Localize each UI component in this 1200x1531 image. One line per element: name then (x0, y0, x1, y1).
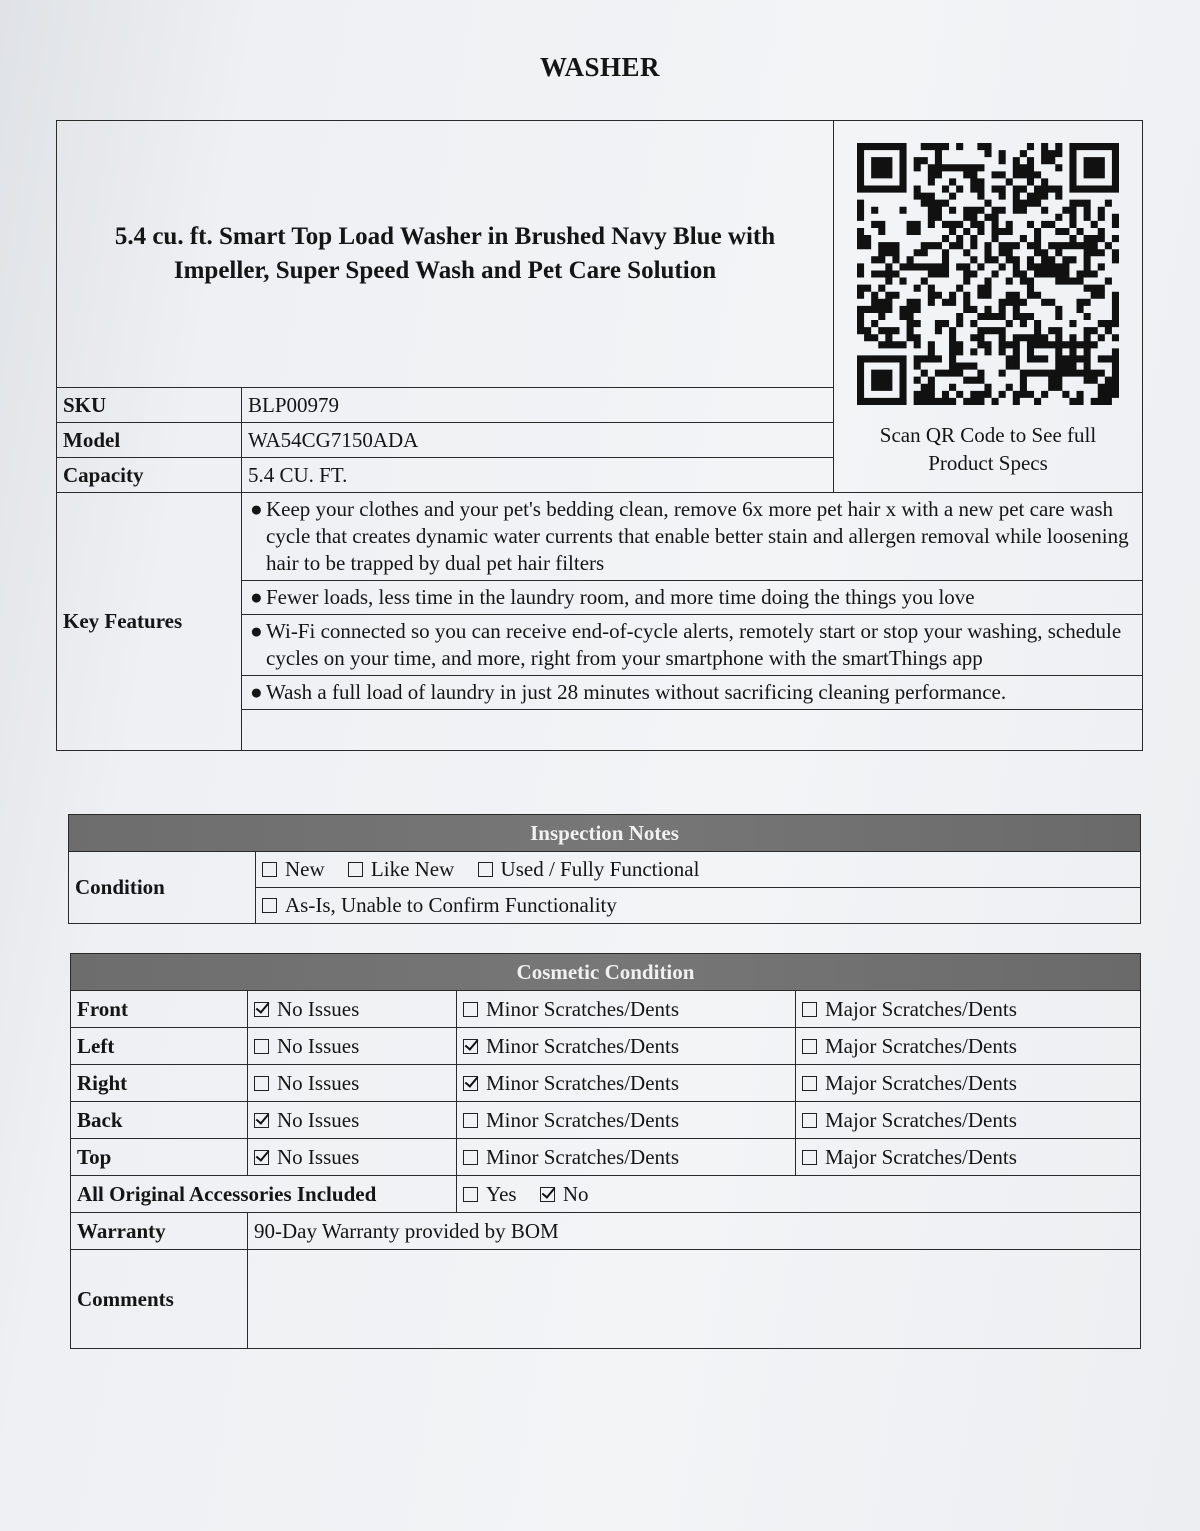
product-heading-line2: Impeller, Super Speed Wash and Pet Care Solution (173, 257, 717, 284)
cosmetic-row (71, 1028, 1141, 1065)
option-label: No (562, 1181, 589, 1206)
cosmetic-option[interactable] (457, 991, 796, 1028)
checkbox-icon[interactable] (802, 1150, 817, 1165)
option-label: Major Scratches/Dents (825, 1070, 1017, 1095)
checkbox-icon[interactable] (254, 1076, 269, 1091)
feature-item (242, 581, 1143, 615)
qr-cell (834, 121, 1143, 493)
option-label: Minor Scratches/Dents (486, 1070, 680, 1095)
checkbox-icon[interactable] (802, 1039, 817, 1054)
product-heading-line1: 5.4 cu. ft. Smart Top Load Washer in Brushed Navy Blue with (114, 223, 776, 250)
cosmetic-option[interactable] (796, 1028, 1141, 1065)
option-label: No Issues (277, 1144, 360, 1169)
bullet-icon: ● (250, 619, 263, 643)
cosmetic-option[interactable] (248, 1102, 457, 1139)
condition-options-row2 (256, 888, 1141, 924)
checkbox-icon[interactable] (478, 862, 493, 877)
spec-label: Capacity (57, 458, 242, 493)
checkbox-icon[interactable] (254, 1150, 269, 1165)
checkbox-icon[interactable] (463, 1150, 478, 1165)
checkbox-icon[interactable] (254, 1113, 269, 1128)
bullet-icon: ● (250, 585, 263, 609)
feature-text: Keep your clothes and your pet's bedding clean, remove 6x more pet hair x with a new pet care wash cycle that creates dynamic water currents that enable better stain and allergen removal while loosening hair to be trapped by dual pet hair filters (266, 497, 1129, 575)
option-label: Minor Scratches/Dents (486, 996, 680, 1021)
inspection-header: Inspection Notes (69, 815, 1141, 852)
condition-option-used[interactable] (478, 857, 700, 881)
checkbox-icon[interactable] (463, 1039, 478, 1054)
checkbox-icon[interactable] (802, 1076, 817, 1091)
option-label: Major Scratches/Dents (825, 1144, 1017, 1169)
option-label: No Issues (277, 1070, 360, 1095)
cosmetic-option[interactable] (248, 1065, 457, 1102)
checkbox-icon[interactable] (254, 1002, 269, 1017)
bullet-icon: ● (250, 680, 263, 704)
option-label: Like New (370, 857, 455, 881)
spec-label: Model (57, 423, 242, 458)
warranty-label: Warranty (71, 1213, 248, 1250)
spec-value: 5.4 CU. FT. (242, 458, 834, 493)
cosmetic-option[interactable] (248, 1028, 457, 1065)
cosmetic-option[interactable] (796, 1065, 1141, 1102)
option-label: Minor Scratches/Dents (486, 1144, 680, 1169)
cosmetic-row (71, 1065, 1141, 1102)
page-title: WASHER (539, 52, 661, 82)
cosmetic-row-label: Back (71, 1102, 248, 1139)
condition-options-row1 (256, 852, 1141, 888)
inspection-table (68, 814, 1141, 924)
cosmetic-option[interactable] (796, 991, 1141, 1028)
cosmetic-header: Cosmetic Condition (71, 954, 1141, 991)
checkbox-icon[interactable] (254, 1039, 269, 1054)
feature-item (242, 493, 1143, 581)
condition-label: Condition (69, 852, 256, 924)
cosmetic-option[interactable] (457, 1102, 796, 1139)
option-label: Major Scratches/Dents (825, 1033, 1017, 1058)
feature-item (242, 615, 1143, 676)
condition-option-like-new[interactable] (348, 857, 454, 881)
product-table (56, 120, 1143, 751)
cosmetic-option[interactable] (457, 1139, 796, 1176)
option-label: Major Scratches/Dents (825, 996, 1017, 1021)
cosmetic-row-label: Top (71, 1139, 248, 1176)
comments-field[interactable] (248, 1250, 1141, 1349)
checkbox-icon[interactable] (802, 1113, 817, 1128)
option-label: As-Is, Unable to Confirm Functionality (285, 893, 617, 917)
cosmetic-option[interactable] (248, 1139, 457, 1176)
option-label: Minor Scratches/Dents (486, 1033, 680, 1058)
option-label: Major Scratches/Dents (825, 1107, 1017, 1132)
accessories-label: All Original Accessories Included (71, 1176, 457, 1213)
cosmetic-option[interactable] (248, 991, 457, 1028)
cosmetic-option[interactable] (796, 1139, 1141, 1176)
checkbox-icon[interactable] (348, 862, 363, 877)
option-label: No Issues (277, 1107, 360, 1132)
qr-code-icon (857, 143, 1119, 405)
checkbox-icon[interactable] (262, 862, 277, 877)
qr-caption-line2: Product Specs (928, 451, 1048, 475)
option-label: Minor Scratches/Dents (486, 1107, 680, 1132)
condition-option-new[interactable] (262, 857, 325, 881)
option-label: New (285, 857, 325, 881)
feature-text: Fewer loads, less time in the laundry room, and more time doing the things you love (266, 585, 975, 609)
spec-value: WA54CG7150ADA (242, 423, 834, 458)
checkbox-icon[interactable] (463, 1076, 478, 1091)
cosmetic-table (70, 953, 1141, 1349)
qr-caption (840, 421, 1136, 477)
qr-modules (857, 143, 1119, 405)
product-heading (57, 121, 834, 388)
cosmetic-row-label: Right (71, 1065, 248, 1102)
spec-value: BLP00979 (242, 388, 834, 423)
feature-text: Wash a full load of laundry in just 28 minutes without sacrificing cleaning performance. (266, 680, 1007, 704)
accessories-options (457, 1176, 1141, 1213)
cosmetic-option[interactable] (796, 1102, 1141, 1139)
option-label: Yes (486, 1181, 517, 1206)
checkbox-icon[interactable] (802, 1002, 817, 1017)
option-label: No Issues (277, 996, 360, 1021)
checkbox-icon[interactable] (262, 898, 277, 913)
checkbox-icon[interactable] (463, 1187, 478, 1202)
cosmetic-option[interactable] (457, 1028, 796, 1065)
cosmetic-row-label: Left (71, 1028, 248, 1065)
checkbox-icon[interactable] (540, 1187, 555, 1202)
cosmetic-row (71, 1102, 1141, 1139)
cosmetic-row-label: Front (71, 991, 248, 1028)
option-label: No Issues (277, 1033, 360, 1058)
bullet-icon: ● (250, 497, 263, 521)
comments-label: Comments (71, 1250, 248, 1349)
key-features-label: Key Features (57, 493, 242, 751)
checkbox-icon[interactable] (463, 1113, 478, 1128)
condition-option-as-is[interactable] (262, 893, 617, 917)
accessories-option-yes[interactable] (463, 1182, 517, 1206)
feature-empty-cell (242, 710, 1143, 751)
checkbox-icon[interactable] (463, 1002, 478, 1017)
feature-text: Wi-Fi connected so you can receive end-of-cycle alerts, remotely start or stop your washing, schedule cycles on your time, and more, right from your smartphone with the smartThings app (266, 619, 1122, 670)
warranty-value: 90-Day Warranty provided by BOM (248, 1213, 1141, 1250)
accessories-option-no[interactable] (540, 1182, 589, 1206)
cosmetic-row (71, 1139, 1141, 1176)
spec-label: SKU (57, 388, 242, 423)
cosmetic-row (71, 991, 1141, 1028)
feature-item (242, 676, 1143, 710)
feature-row (57, 493, 1143, 581)
option-label: Used / Fully Functional (500, 857, 700, 881)
qr-caption-line1: Scan QR Code to See full (879, 423, 1097, 447)
cosmetic-option[interactable] (457, 1065, 796, 1102)
